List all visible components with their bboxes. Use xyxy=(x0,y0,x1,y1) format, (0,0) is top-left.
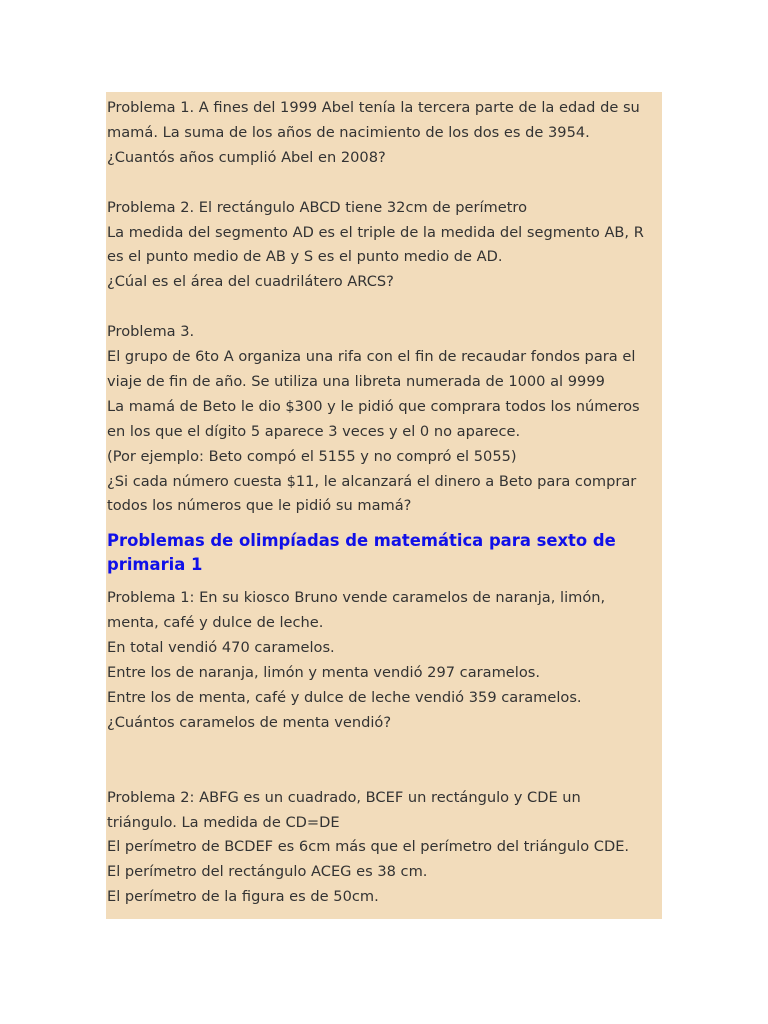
text-line: Problema 2. El rectángulo ABCD tiene 32cm de perímetro xyxy=(107,198,528,216)
heading-line: Problemas de olimpíadas de matemática para sexto de xyxy=(107,531,616,551)
text-line: Problema 1: En su kiosco Bruno vende caramelos de naranja, limón, xyxy=(107,589,606,607)
olympiad-problem-1-block xyxy=(107,586,662,735)
text-line: ¿Si cada número cuesta $11, le alcanzará el dinero a Beto para comprar xyxy=(107,472,637,490)
text-line: ¿Cuantós años cumplió Abel en 2008? xyxy=(107,148,386,166)
text-line: Entre los de naranja, limón y menta vendió 297 caramelos. xyxy=(107,664,540,682)
text-line: triángulo. La medida de CD=DE xyxy=(107,813,340,831)
text-line: La mamá de Beto le dio $300 y le pidió que comprara todos los números xyxy=(107,397,640,415)
text-line: ¿Cuántos caramelos de menta vendió? xyxy=(107,713,392,731)
document-content xyxy=(106,92,662,910)
text-line: mamá. La suma de los años de nacimiento de los dos es de 3954. xyxy=(107,123,590,141)
text-line: es el punto medio de AB y S es el punto medio de AD. xyxy=(107,248,503,266)
paragraph-gap xyxy=(107,171,662,196)
text-line: En total vendió 470 caramelos. xyxy=(107,639,335,657)
text-line: El grupo de 6to A organiza una rifa con el fin de recaudar fondos para el xyxy=(107,348,636,366)
text-line: Problema 2: ABFG es un cuadrado, BCEF un rectángulo y CDE un xyxy=(107,788,581,806)
text-line: La medida del segmento AD es el triple de la medida del segmento AB, R xyxy=(107,223,644,241)
problem-3-block xyxy=(107,320,662,519)
text-line: Entre los de menta, café y dulce de leche vendió 359 caramelos. xyxy=(107,689,582,706)
text-line: El perímetro del rectángulo ACEG es 38 cm. xyxy=(107,863,428,881)
text-line: todos los números que le pidió su mamá? xyxy=(107,497,412,515)
text-line: El perímetro de la figura es de 50cm. xyxy=(107,888,379,906)
text-line: El perímetro de BCDEF es 6cm más que el perímetro del triángulo CDE. xyxy=(107,838,630,856)
paragraph-gap xyxy=(107,736,662,786)
text-line: viaje de fin de año. Se utiliza una libreta numerada de 1000 al 9999 xyxy=(107,372,605,390)
olympiad-problem-2-block xyxy=(107,786,662,911)
paragraph-gap xyxy=(107,295,662,320)
text-line: Problema 1. A fines del 1999 Abel tenía la tercera parte de la edad de su xyxy=(107,99,640,116)
text-line: en los que el dígito 5 aparece 3 veces y el 0 no aparece. xyxy=(107,422,521,440)
section-heading xyxy=(107,529,662,577)
text-line: menta, café y dulce de leche. xyxy=(107,614,324,632)
document-panel xyxy=(106,92,662,919)
problem-1-block xyxy=(107,96,662,171)
heading-line: primaria 1 xyxy=(107,555,203,575)
text-line: ¿Cúal es el área del cuadrilátero ARCS? xyxy=(107,273,394,291)
text-line: (Por ejemplo: Beto compó el 5155 y no compró el 5055) xyxy=(107,447,517,465)
text-line: Problema 3. xyxy=(107,323,195,341)
problem-2-block xyxy=(107,196,662,296)
